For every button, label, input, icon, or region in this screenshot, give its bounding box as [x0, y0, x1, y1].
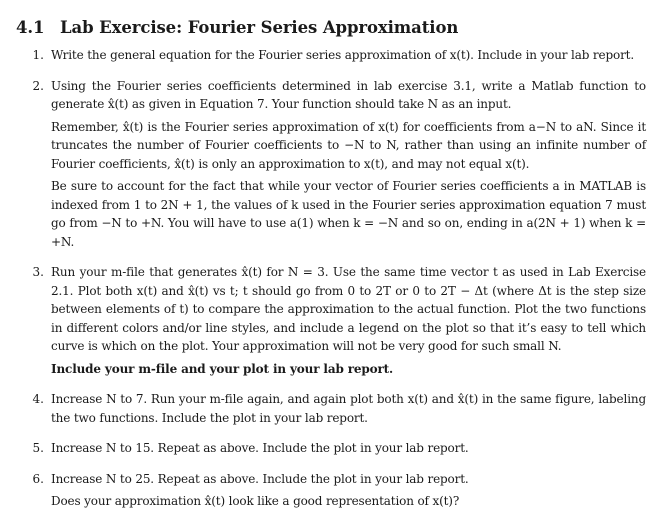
exercise-item — [16, 470, 646, 515]
section-number: 4.1 — [16, 18, 45, 37]
exercise-item — [16, 77, 646, 256]
exercise-paragraph: Increase N to 7. Run your m-file again, and again plot both x(t) and x̂(t) in the same figure, labeling the two functions. Include the plot in your lab report. — [51, 392, 646, 425]
exercise-number: 3. — [32, 265, 44, 279]
exercise-item — [16, 439, 646, 462]
exercise-bold-instruction: Include your m-file and your plot in your lab report. — [51, 361, 394, 376]
exercise-number: 1. — [32, 48, 44, 62]
exercise-body — [51, 46, 646, 69]
exercise-number: 5. — [32, 441, 44, 455]
exercise-body — [51, 439, 646, 462]
exercise-paragraph: Remember, x̂(t) is the Fourier series approximation of x(t) for coefficients from a−N to aN. Since it truncates the number of Fourier coefficients to −N to N, rather than using an infinite number of Fourier coefficients, x̂(t) is only an approximation to x(t), and may not equal x(t). — [51, 119, 646, 171]
exercise-paragraph: Run your m-file that generates x̂(t) for N = 3. Use the same time vector t as used in Lab Exercise 2.1. Plot both x(t) and x̂(t) vs t; t should go from 0 to 2T or 0 to 2T − Δt (where Δt is the step size between elements of t) to compare the approximation to the actual function. Plot the two functions in different colors and/or line styles, and include a legend on the plot so that it’s easy to tell which curve is which on the plot. Your approximation will not be very good for such small N. — [51, 265, 646, 353]
exercise-paragraph: Increase N to 15. Repeat as above. Include the plot in your lab report. — [51, 441, 469, 455]
exercise-body — [51, 390, 646, 431]
exercise-paragraph: Be sure to account for the fact that while your vector of Fourier series coefficients a in MATLAB is indexed from 1 to 2N + 1, the values of k used in the Fourier series approximation equation 7 must go from −N to +N. You will have to use a(1) when k = −N and so on, ending in a(2N + 1) when k = +N. — [51, 179, 646, 249]
exercise-paragraph: Write the general equation for the Fourier series approximation of x(t). Include in your lab report. — [51, 48, 634, 62]
section-title: Lab Exercise: Fourier Series Approximation — [60, 18, 459, 37]
exercise-paragraph: Does your approximation x̂(t) look like a good representation of x(t)? — [51, 494, 460, 508]
exercise-number: 2. — [32, 78, 44, 93]
exercise-body — [51, 263, 646, 382]
exercise-number: 4. — [32, 392, 44, 406]
exercise-body — [51, 470, 646, 515]
exercise-paragraph: Increase N to 25. Repeat as above. Include the plot in your lab report. — [51, 471, 469, 486]
exercise-list — [16, 46, 646, 515]
section-heading — [16, 18, 646, 37]
exercise-item — [16, 46, 646, 69]
exercise-number: 6. — [32, 471, 44, 486]
exercise-item — [16, 263, 646, 382]
exercise-paragraph: Using the Fourier series coefficients determined in lab exercise 3.1, write a Matlab function to generate x̂(t) as given in Equation 7. Your function should take N as an input. — [51, 78, 646, 111]
exercise-body — [51, 77, 646, 256]
exercise-item — [16, 390, 646, 431]
